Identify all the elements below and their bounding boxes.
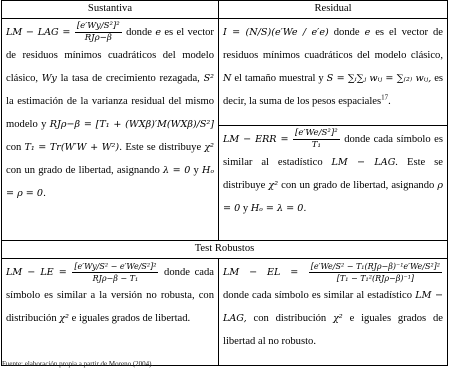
cell-lm-err (219, 126, 448, 241)
lm-lag-t1-definition: T₁ = Tr(W′W + W²). (24, 142, 123, 154)
lm-lag-text-1: donde (126, 27, 152, 38)
header-residual: Residual (219, 1, 448, 19)
lm-el-text-1: donde cada símbolo es similar al estadístico (223, 290, 413, 302)
lm-err-lhs: LM − ERR = (223, 134, 289, 145)
lm-el-formula (223, 262, 443, 284)
lm-le-fraction (72, 261, 158, 284)
lm-el-reference: LM − LAG, (223, 290, 443, 325)
lm-err-reference: LM − LAG. (331, 157, 399, 169)
lm-lag-var-s2: S² (203, 73, 214, 85)
lm-el-text-2: con distribución (253, 313, 327, 325)
lm-el-fraction (309, 261, 442, 284)
moran-footnote-ref: 17 (381, 93, 389, 102)
moran-text-3: el tamaño muestral y (234, 73, 324, 84)
lm-el-text-3: e iguales grados de libertad al no robusto. (223, 313, 443, 348)
lm-lag-null-hypothesis: Hₒ = ρ = 0. (6, 165, 215, 200)
cell-moran (219, 19, 448, 126)
cell-lm-le (2, 259, 219, 366)
lm-le-text-1: donde cada símbolo es similar a la versión no robusta, con distribución (6, 267, 214, 325)
lm-le-formula (6, 262, 164, 284)
lm-err-formula (223, 128, 344, 151)
lm-err-chi-square: χ² (268, 180, 279, 192)
lm-le-chi-square: χ² (59, 313, 69, 325)
lm-le-denominator: RJρ−β − T₁ (92, 274, 139, 284)
lm-err-numerator: [e′We/S²]² (295, 128, 338, 139)
moran-s-definition: S = ∑ᵢ∑ⱼ wᵢⱼ = ∑₍₂₎ wᵢⱼ, (326, 73, 432, 84)
section-test-robustos: Test Robustos (2, 241, 448, 259)
moran-text-end: . (388, 96, 391, 107)
moran-formula: I = (N/S)(e′We / e′e) (223, 27, 329, 38)
lm-lag-lhs: LM − LAG = (6, 27, 71, 38)
lm-err-denominator: T₁ (311, 140, 321, 151)
lm-lag-formula (6, 21, 126, 44)
lm-lag-text-3: la tasa de crecimiento rezagada, (60, 73, 200, 85)
moran-text-1: donde (333, 27, 360, 38)
moran-var-n: N (223, 73, 232, 84)
lm-le-numerator: [e′Wy/S² − e′We/S²]² (74, 262, 157, 272)
lm-err-text-2: Este se distribuye (223, 157, 443, 192)
moran-text-4: es decir, la suma de los pesos espaciales (223, 73, 444, 107)
lm-lag-text-5: con (6, 142, 22, 154)
lm-el-chi-square: χ² (333, 313, 343, 325)
lm-el-numerator: [e′We/S² − T₁(RJρ−β)⁻¹e′We/S²]² (310, 262, 440, 272)
lm-lag-chi-square: χ² (204, 142, 214, 154)
lm-lag-rj-definition: RJρ−β = [T₁ + (WXβ)′M(WXβ)/S²] (49, 119, 214, 131)
lm-lag-var-wy: Wy (41, 73, 57, 85)
cell-lm-el (219, 259, 448, 366)
lm-lag-condition-lambda: λ = 0 (162, 165, 191, 177)
lm-err-null-hypothesis: Hₒ = λ = 0. (250, 203, 307, 215)
lm-lag-numerator: [e′Wy/S²]² (76, 21, 120, 32)
moran-var-e: e (364, 27, 371, 38)
lm-le-text-2: e iguales grados de libertad. (71, 313, 191, 325)
header-row (2, 1, 448, 19)
lm-el-denominator: [T₁ − T₁²(RJρ−β)⁻¹] (336, 274, 415, 284)
lm-lag-text-7: con un grado de libertad, asignando (6, 165, 160, 177)
lm-el-lhs: LM − EL = (223, 267, 299, 278)
source-footnote: Fuente: elaboración propia a partir de Moreno (2004). (2, 360, 154, 368)
robust-row (2, 259, 448, 366)
robust-header-row (2, 241, 448, 259)
lm-lag-text-4: la estimación de la varianza residual del mismo modelo y (6, 96, 214, 131)
lm-err-text-3: con un grado de libertad, asignando (281, 180, 435, 192)
cell-lm-lag (2, 19, 219, 241)
non-robust-row (2, 19, 448, 126)
moran-text-2: es el vector de residuos mínimos cuadráticos del modelo clásico, (223, 27, 443, 61)
lm-lag-text-6: Este se distribuye (125, 142, 202, 154)
header-sustantiva: Sustantiva (2, 1, 219, 19)
lm-lag-text-8: y (193, 165, 199, 177)
tests-table (1, 0, 448, 366)
lm-err-condition-rho: ρ = 0 (223, 180, 443, 215)
lm-le-lhs: LM − LE = (6, 267, 67, 278)
lm-lag-var-e: e (155, 27, 161, 38)
lm-lag-denominator: RJρ−β (84, 33, 112, 44)
lm-err-fraction (293, 128, 340, 151)
lm-err-text-1: donde cada símbolo es similar al estadístico (223, 134, 444, 169)
lm-lag-text-2: es el vector de residuos mínimos cuadráticos del modelo clásico, (6, 27, 214, 85)
lm-lag-fraction (75, 21, 122, 44)
lm-err-text-4: y (242, 203, 249, 215)
